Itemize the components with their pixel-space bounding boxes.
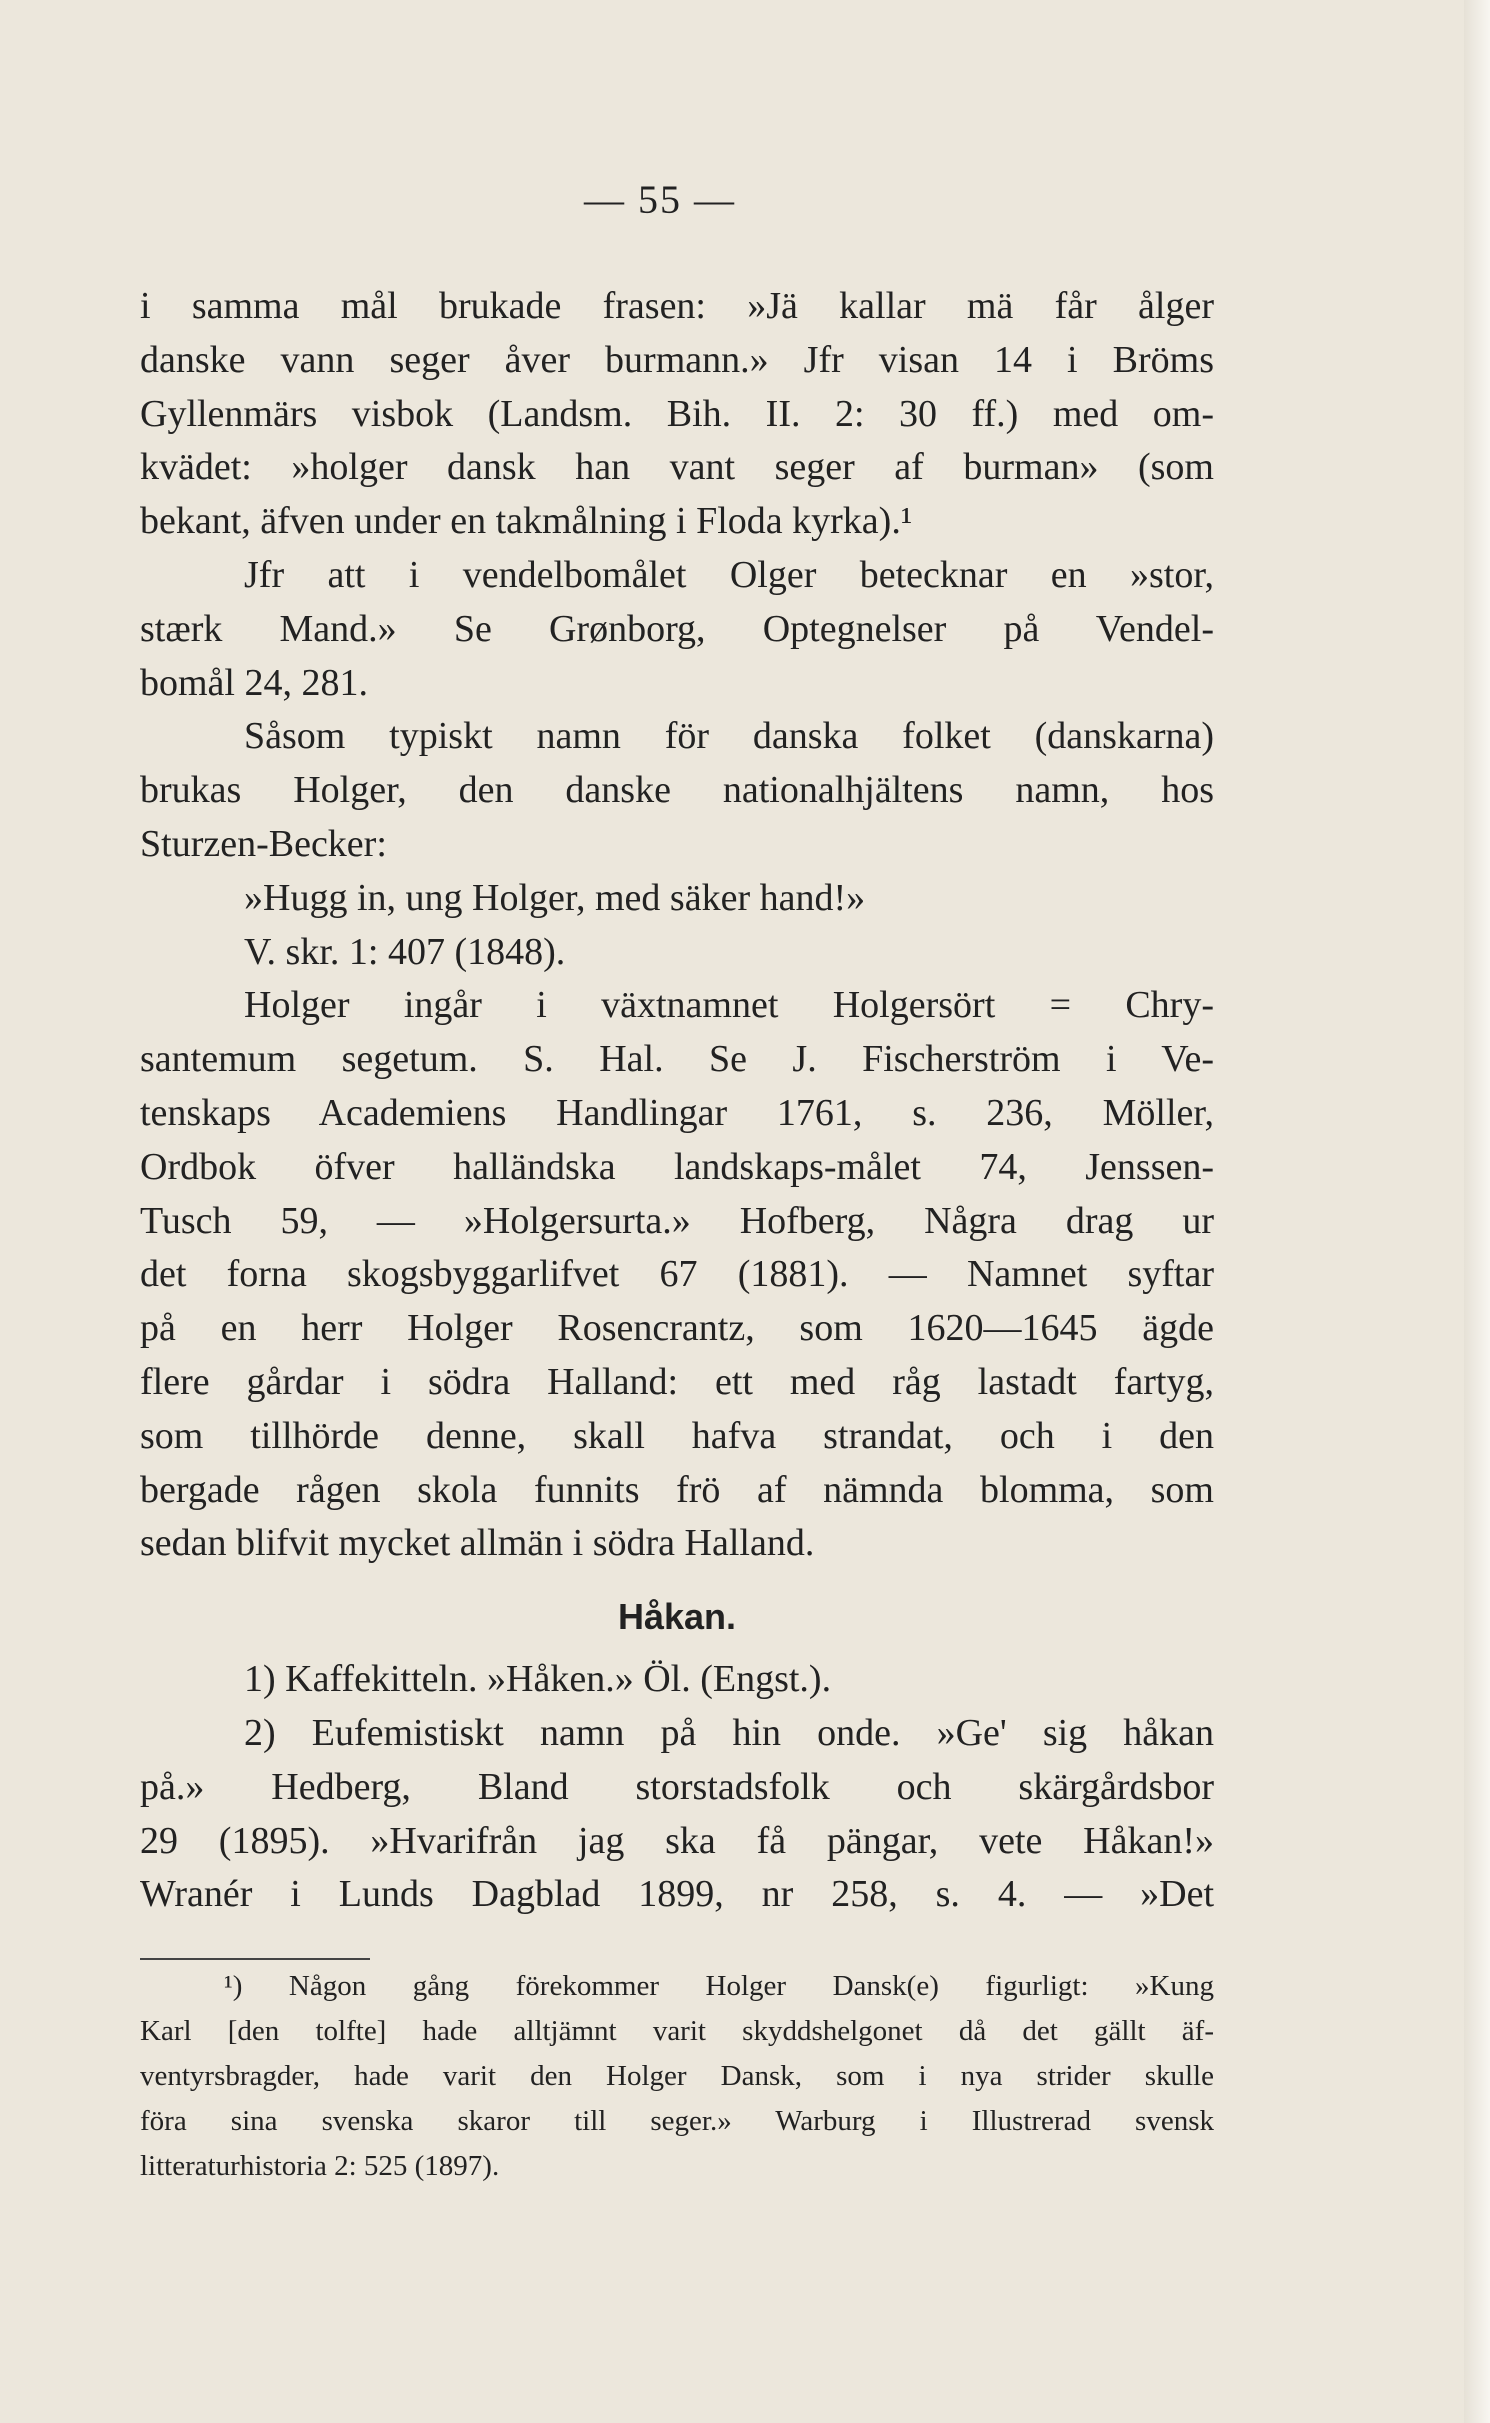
text-line: Sturzen-Becker: (140, 822, 387, 865)
text-line: tenskaps Academiens Handlingar 1761, s. 236, Möller, (140, 1091, 1214, 1134)
footnotes (140, 1964, 1214, 2189)
text-line: 2) Eufemistiskt namn på hin onde. »Ge' sig håkan (244, 1711, 1214, 1754)
text-line: santemum segetum. S. Hal. Se J. Fischerström i Ve- (140, 1038, 1214, 1081)
text-line: på.» Hedberg, Bland storstadsfolk och skärgårdsbor (140, 1765, 1214, 1808)
text-line: i samma mål brukade frasen: »Jä kallar mä får ålger (140, 285, 1214, 327)
text-line: 29 (1895). »Hvarifrån jag ska få pängar, vete Håkan!» (140, 1819, 1214, 1862)
text-line: det forna skogsbyggarlifvet 67 (1881). — Namnet syftar (140, 1253, 1214, 1296)
body-text (140, 280, 1214, 1922)
footnote-line: föra sina svenska skaror till seger.» Warburg i Illustrerad svensk (140, 2105, 1214, 2137)
text-line: brukas Holger, den danske nationalhjältens namn, hos (140, 769, 1214, 812)
footnote-line: ¹) Någon gång förekommer Holger Dansk(e) figurligt: »Kung (224, 1970, 1214, 2002)
page-edge (1464, 0, 1490, 2423)
section-heading: Håkan. (617, 1596, 737, 1638)
text-line: flere gårdar i södra Halland: ett med råg lastadt fartyg, (140, 1360, 1214, 1403)
text-line: på en herr Holger Rosencrantz, som 1620—1645 ägde (140, 1307, 1214, 1350)
text-line: kvädet: »holger dansk han vant seger af burman» (som (140, 446, 1214, 489)
text-line: stærk Mand.» Se Grønborg, Optegnelser på Vendel- (140, 607, 1214, 650)
footnote-divider (140, 1958, 370, 1960)
page-number: — 55 — (584, 177, 736, 222)
text-line: danske vann seger åver burmann.» Jfr visan 14 i Bröms (140, 338, 1214, 381)
text-line: Wranér i Lunds Dagblad 1899, nr 258, s. 4. — »Det (140, 1873, 1214, 1916)
footnote-line: litteraturhistoria 2: 525 (1897). (140, 2150, 500, 2182)
text-line: bekant, äfven under en takmålning i Floda kyrka).¹ (140, 500, 913, 543)
text-line: Jfr att i vendelbomålet Olger betecknar en »stor, (244, 553, 1214, 596)
quote-line: »Hugg in, ung Holger, med säker hand!» (244, 876, 866, 919)
text-line: Gyllenmärs visbok (Landsm. Bih. II. 2: 30 ff.) med om- (140, 392, 1214, 435)
text-line: sedan blifvit mycket allmän i södra Halland. (140, 1522, 815, 1565)
footnote-line: Karl [den tolfte] hade alltjämnt varit skyddshelgonet då det gällt äf- (140, 2015, 1214, 2047)
text-line: som tillhörde denne, skall hafva strandat, och i den (140, 1414, 1214, 1457)
text-line: bergade rågen skola funnits frö af nämnda blomma, som (140, 1468, 1214, 1511)
text-line: Tusch 59, — »Holgersurta.» Hofberg, Några drag ur (140, 1199, 1214, 1242)
text-line: bomål 24, 281. (140, 661, 368, 704)
text-line: 1) Kaffekitteln. »Håken.» Öl. (Engst.). (244, 1658, 832, 1701)
text-line: Holger ingår i växtnamnet Holgersört = Chry- (244, 984, 1214, 1027)
text-line: Såsom typiskt namn för danska folket (danskarna) (244, 715, 1214, 758)
citation-line: V. skr. 1: 407 (1848). (244, 930, 566, 973)
text-line: Ordbok öfver halländska landskaps-målet 74, Jenssen- (140, 1145, 1214, 1188)
footnote-line: ventyrsbragder, hade varit den Holger Dansk, som i nya strider skulle (140, 2060, 1214, 2092)
